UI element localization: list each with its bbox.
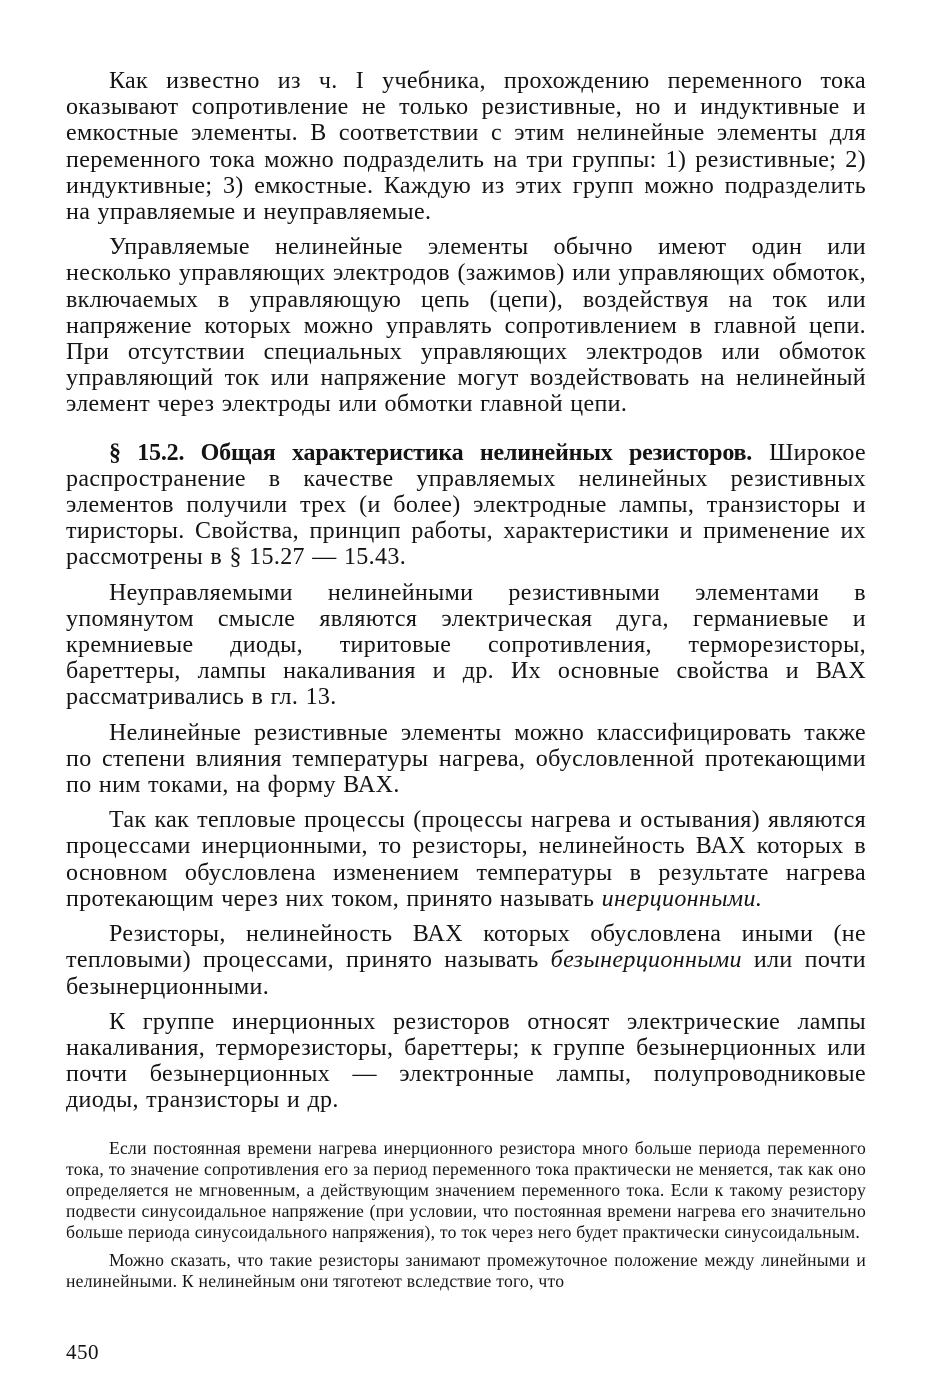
page-body	[66, 68, 866, 1298]
term-inertial: инерционными.	[601, 885, 763, 912]
paragraph-7-tail: или почти безынерционными.	[66, 947, 866, 1000]
paragraph-7	[66, 921, 866, 1000]
paragraph-2: Управляемые нелинейные элементы обычно имеют один или несколько управляющих электродов (зажимов) или управляющих обмоток, включаемых в управляющую цепь (цепи), воздействуя на ток или напряжение которых можно управлять сопротивлением в главной цепи. При отсутствии специальных управляющих электродов или обмоток управляющий ток или напряжение могут воздействовать на нелинейный элемент через электроды или обмотки главной цепи.	[66, 234, 866, 418]
paragraph-5: Нелинейные резистивные элементы можно классифицировать также по степени влияния температуры нагрева, обусловленной протекающими по ним токами, на форму ВАХ.	[66, 719, 866, 799]
paragraph-6-text: Так как тепловые процессы (процессы нагрева и остывания) являются процессами инерционными, то резисторы, нелинейность ВАХ которых в основном обусловлена изменением температуры в результате нагрева протекающим через них током, принято называть	[66, 807, 866, 912]
section-intro-text: Широкое распространение в качестве управляемых нелинейных резистивных элементов получили трех (и более) электродные лампы, транзисторы и тиристоры. Свойства, принцип работы, характеристики и применение их рассмотрены в § 15.27 — 15.43.	[66, 439, 866, 571]
paragraph-7-text: Резисторы, нелинейность ВАХ которых обусловлена иными (не тепловыми) процессами, принято называть	[66, 921, 866, 974]
paragraph-1: Как известно из ч. I учебника, прохождению переменного тока оказывают сопротивление не только резистивные, но и индуктивные и емкостные элементы. В соответствии с этим нелинейные элементы для переменного тока можно подразделить на три группы: 1) резистивные; 2) индуктивные; 3) емкостные. Каждую из этих групп можно подразделить на управляемые и неуправляемые.	[66, 68, 866, 226]
term-inertialess: безынерционными	[550, 947, 742, 974]
section-heading: § 15.2. Общая характеристика нелинейных резисторов.	[109, 439, 753, 466]
small-note-2: Можно сказать, что такие резисторы занимают промежуточное положение между линейными и нелинейными. К нелинейным они тяготеют вследствие того, что	[66, 1249, 866, 1291]
paragraph-section-15-2	[66, 440, 866, 571]
paragraph-4: Неуправляемыми нелинейными резистивными элементами в упомянутом смысле являются электрическая дуга, германиевые и кремниевые диоды, тиритовые сопротивления, терморезисторы, бареттеры, лампы накаливания и др. Их основные свойства и ВАХ рассматривались в гл. 13.	[66, 579, 866, 711]
page-number: 450	[66, 1340, 99, 1364]
paragraph-8: К группе инерционных резисторов относят электрические лампы накаливания, терморезисторы, бареттеры; к группе безынерционных или почти безынерционных — электронные лампы, полупроводниковые диоды, транзисторы и др.	[66, 1008, 866, 1114]
small-note-1: Если постоянная времени нагрева инерционного резистора много больше периода переменного тока, то значение сопротивления его за период переменного тока практически не меняется, так как оно определяется не мгновенным, а действующим значением переменного тока. Если к такому резистору подвести синусоидальное напряжение (при условии, что постоянная времени нагрева его значительно больше периода синусоидального напряжения), то ток через него будет практически синусоидальным.	[66, 1137, 866, 1243]
paragraph-6	[66, 807, 866, 912]
